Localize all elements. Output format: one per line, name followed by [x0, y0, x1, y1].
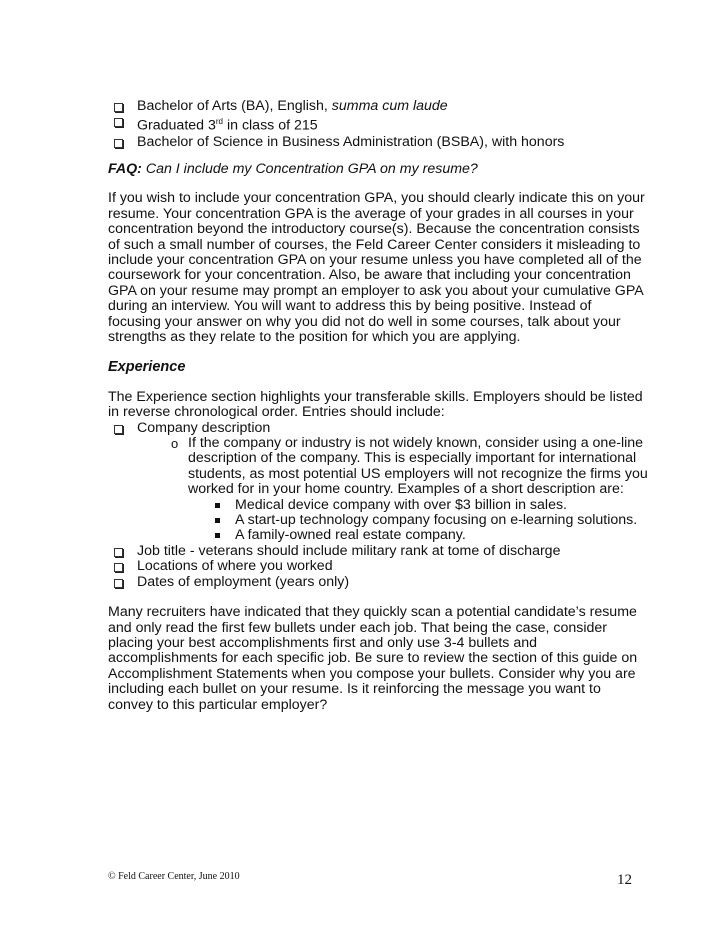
filled-square-bullet-icon: [215, 533, 220, 538]
list-item: Medical device company with over $3 billion in sales.: [235, 498, 648, 513]
examples-list: [188, 498, 648, 544]
page-number: 12: [617, 872, 632, 888]
faq-question: FAQ: Can I include my Concentration GPA on my resume?: [108, 160, 478, 177]
degree-list: [108, 99, 648, 150]
list-item: A family-owned real estate company.: [235, 528, 648, 543]
list-item: Job title - veterans should include military rank at tome of discharge: [108, 544, 648, 559]
square-bullet-icon: [114, 548, 123, 557]
document-page: [108, 99, 648, 713]
experience-intro: The Experience section highlights your transferable skills. Employers should be listed in reverse chronological order. Entries should include:: [108, 388, 643, 421]
list-item: Dates of employment (years only): [108, 575, 648, 590]
square-bullet-icon: [114, 118, 123, 127]
square-bullet-icon: [114, 139, 123, 148]
filled-square-bullet-icon: [215, 503, 220, 508]
footer-copyright: © Feld Career Center, June 2010: [108, 871, 240, 882]
list-item: Locations of where you worked: [108, 559, 648, 574]
list-item: Bachelor of Arts (BA), English, summa cum laude: [108, 99, 648, 114]
entries-list-more: [108, 544, 648, 590]
list-item: Company description: [108, 421, 648, 436]
section-heading-experience: Experience: [108, 359, 186, 376]
square-bullet-icon: [114, 103, 123, 112]
square-bullet-icon: [114, 579, 123, 588]
sub-list: [108, 436, 648, 544]
faq-label: FAQ:: [108, 160, 142, 177]
list-item: o If the company or industry is not widely known, consider using a one-line description of the company. This is especially important for international students, as most potential US employers will not recognize the firms you worked for in your home country. Examples of a short description are: Medical device company with over $3 billion in sales. A start-up technology company focusing on e-learning solutions. A family-owned real estate company.: [171, 435, 648, 544]
list-item: Bachelor of Science in Business Administration (BSBA), with honors: [108, 135, 648, 150]
faq-answer: If you wish to include your concentration GPA, you should clearly indicate this on your resume. Your concentration GPA is the average of your grades in all courses in your concentration beyond the introductory course(s). Because the concentration consists of such a small number of courses, the Feld Career Center considers it misleading to include your concentration GPA on your resume unless you have completed all of the coursework for your concentration. Also, be aware that including your concentration GPA on your resume may prompt an employer to ask you about your cumulative GPA during an interview. You will want to address this by being positive. Instead of focusing your answer on why you did not do well in some courses, talk about your strengths as they relate to the position for which you are applying.: [108, 190, 645, 346]
experience-closing: Many recruiters have indicated that they quickly scan a potential candidate’s resume and only read the first few bullets under each job. That being the case, consider placing your best accomplishments first and only use 3-4 bullets and accomplishments for each specific job. Be sure to review the section of this guide on Accomplishment Statements when you compose your bullets. Consider why you are including each bullet on your resume. Is it reinforcing the message you want to convey to this particular employer?: [108, 604, 638, 713]
square-bullet-icon: [114, 425, 123, 434]
list-item: Graduated 3rd in class of 215: [108, 114, 648, 134]
filled-square-bullet-icon: [215, 518, 220, 523]
list-item: A start-up technology company focusing on e-learning solutions.: [235, 513, 648, 528]
circle-bullet-icon: o: [171, 436, 179, 452]
entries-list: [108, 421, 648, 436]
square-bullet-icon: [114, 563, 123, 572]
